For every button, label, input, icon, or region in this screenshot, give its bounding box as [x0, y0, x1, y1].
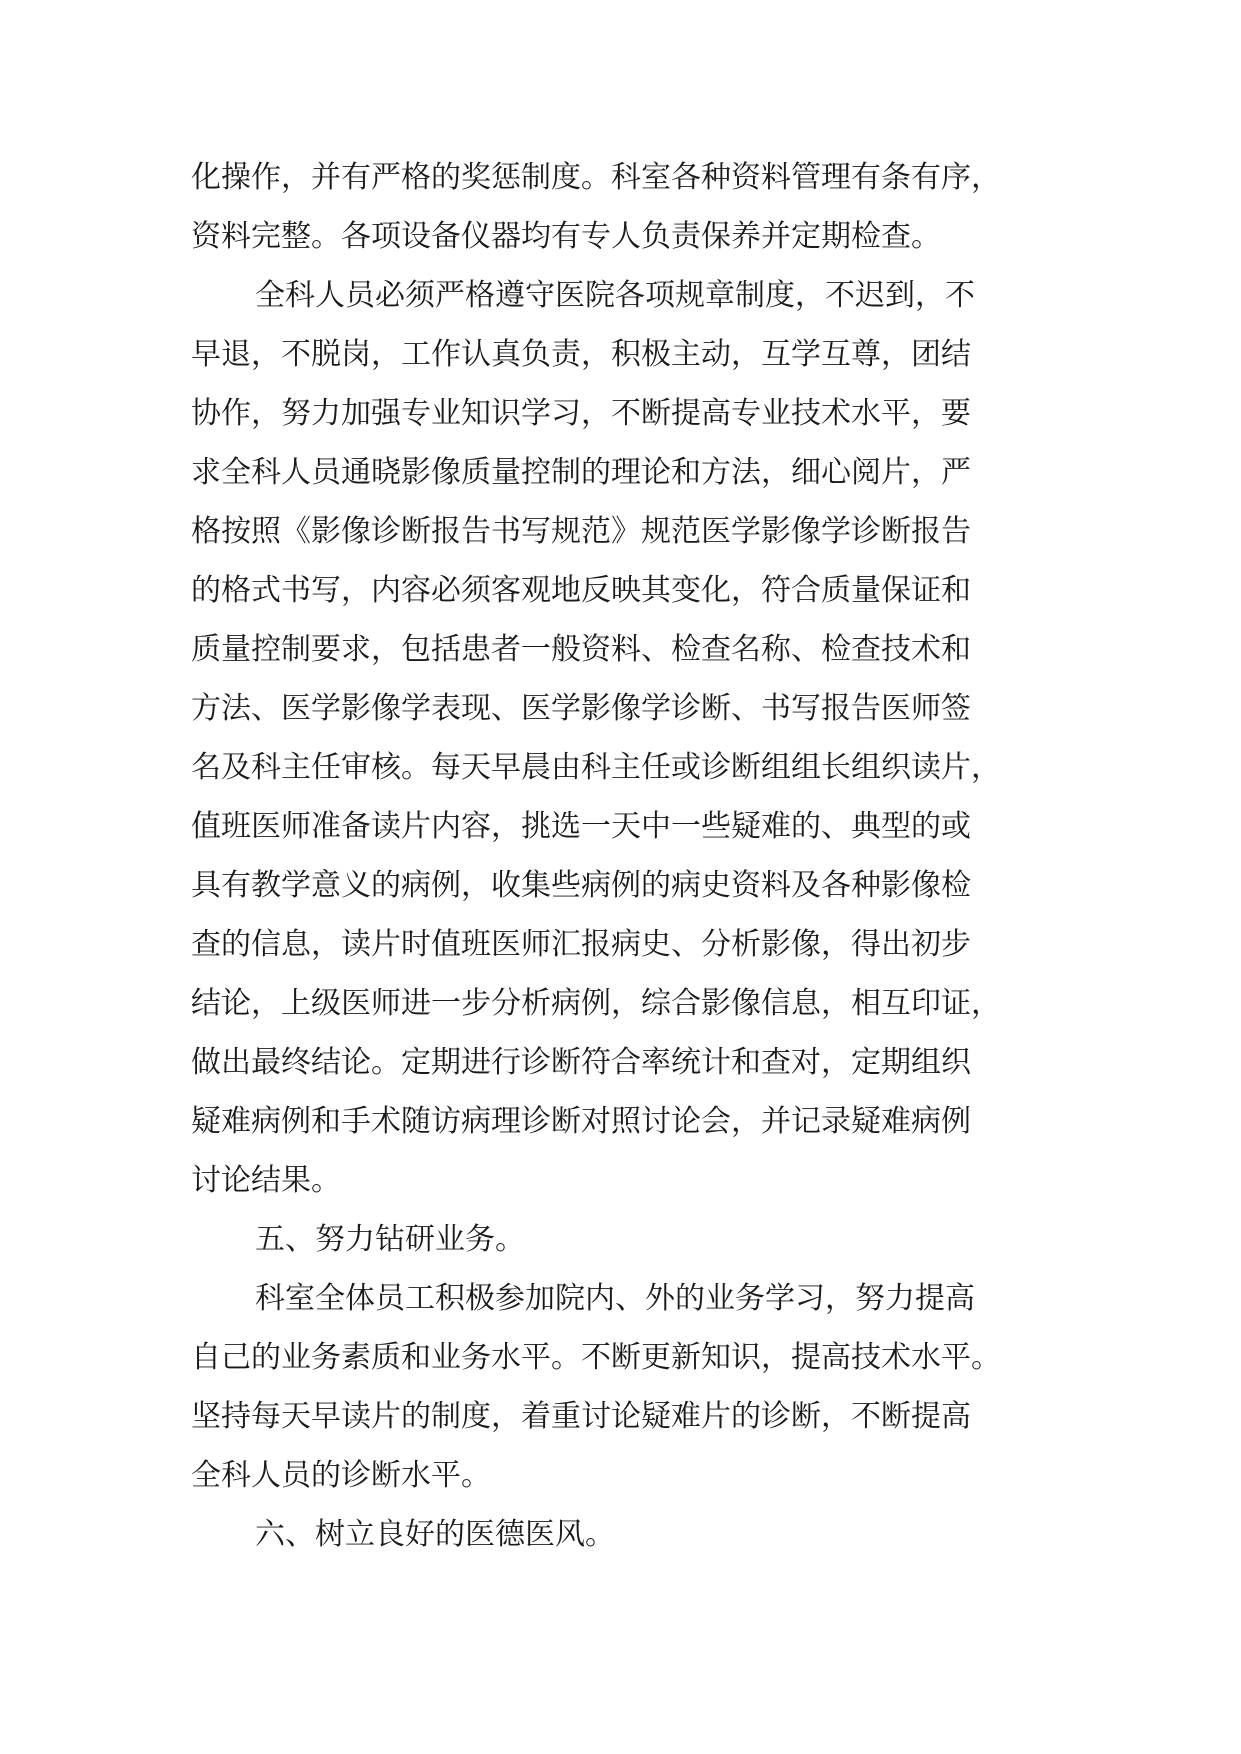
- text-line: 协作，努力加强专业知识学习，不断提高专业技术水平，要: [191, 396, 971, 431]
- text-line: 的格式书写，内容必须客观地反映其变化，符合质量保证和: [191, 573, 971, 608]
- text-line: 求全科人员通晓影像质量控制的理论和方法，细心阅片，严: [191, 455, 971, 490]
- text-line: 全科人员必须严格遵守医院各项规章制度，不迟到，不: [255, 278, 975, 313]
- section-heading-text: 五、努力钻研业务。: [255, 1222, 525, 1257]
- paragraph-study: [191, 1269, 1053, 1505]
- text-line: 具有教学意义的病例，收集些病例的病史资料及各种影像检: [191, 868, 971, 903]
- text-line: 化操作，并有严格的奖惩制度。科室各种资料管理有条有序，: [191, 160, 1001, 195]
- section-heading-six: [191, 1505, 1053, 1564]
- text-line: 格按照《影像诊断报告书写规范》规范医学影像学诊断报告: [191, 514, 971, 549]
- text-line: 全科人员的诊断水平。: [191, 1458, 491, 1493]
- text-line: 资料完整。各项设备仪器均有专人负责保养并定期检查。: [191, 219, 941, 254]
- text-line: 坚持每天早读片的制度，着重讨论疑难片的诊断，不断提高: [191, 1399, 971, 1434]
- text-line: 质量控制要求，包括患者一般资料、检查名称、检查技术和: [191, 632, 971, 667]
- paragraph-continuation: [191, 148, 1053, 266]
- document-body: [191, 148, 1053, 1564]
- section-heading-five: [191, 1210, 1053, 1269]
- paragraph-rules: [191, 266, 1053, 1210]
- text-line: 自己的业务素质和业务水平。不断更新知识，提高技术水平。: [191, 1340, 1001, 1375]
- text-line: 名及科主任审核。每天早晨由科主任或诊断组组长组织读片，: [191, 750, 1001, 785]
- text-line: 早退，不脱岗，工作认真负责，积极主动，互学互尊，团结: [191, 337, 971, 372]
- section-heading-text: 六、树立良好的医德医风。: [255, 1517, 615, 1552]
- text-line: 科室全体员工积极参加院内、外的业务学习，努力提高: [255, 1281, 975, 1316]
- text-line: 查的信息，读片时值班医师汇报病史、分析影像，得出初步: [191, 927, 971, 962]
- text-line: 讨论结果。: [191, 1163, 341, 1198]
- text-line: 疑难病例和手术随访病理诊断对照讨论会，并记录疑难病例: [191, 1104, 971, 1139]
- text-line: 方法、医学影像学表现、医学影像学诊断、书写报告医师签: [191, 691, 971, 726]
- text-line: 值班医师准备读片内容，挑选一天中一些疑难的、典型的或: [191, 809, 971, 844]
- text-line: 做出最终结论。定期进行诊断符合率统计和查对，定期组织: [191, 1045, 971, 1080]
- text-line: 结论，上级医师进一步分析病例，综合影像信息，相互印证，: [191, 986, 1001, 1021]
